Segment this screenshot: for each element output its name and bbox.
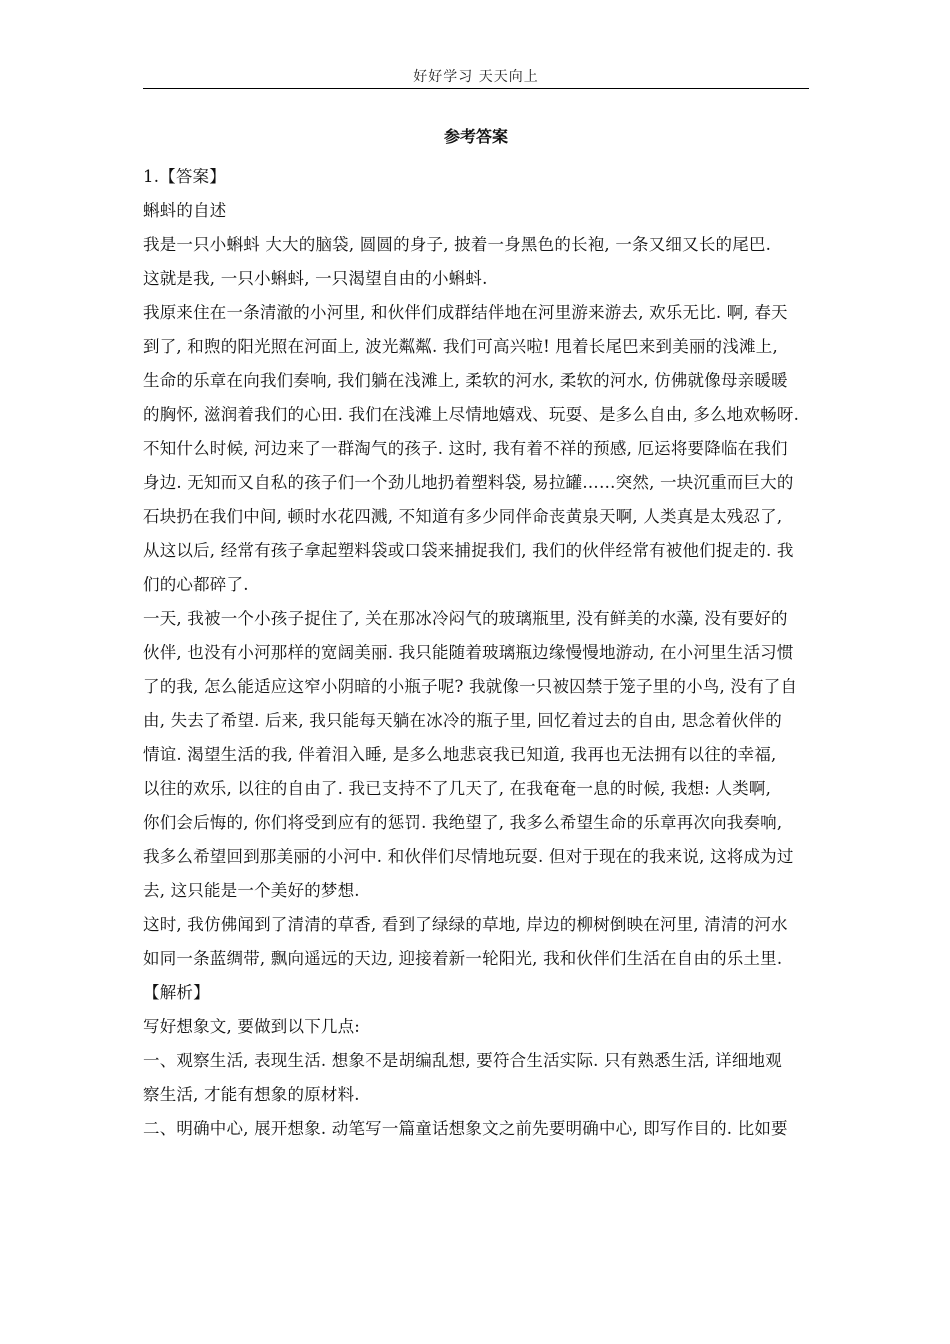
text-line: 写好想象文, 要做到以下几点: [143, 1017, 361, 1036]
text-line: 察生活, 才能有想象的原材料. [143, 1085, 360, 1104]
text-line: 一天, 我被一个小孩子捉住了, 关在那冰冷闷气的玻璃瓶里, 没有鲜美的水藻, 没有要好的 [143, 609, 788, 628]
text-line: 的胸怀, 滋润着我们的心田. 我们在浅滩上尽情地嬉戏、玩耍、是多么自由, 多么地欢畅呀. [143, 405, 800, 424]
page-header: 好好学习 天天向上 [413, 69, 539, 85]
text-line: 由, 失去了希望. 后来, 我只能每天躺在冰冷的瓶子里, 回忆着过去的自由, 思念着伙伴的 [143, 711, 782, 730]
text-line: 从这以后, 经常有孩子拿起塑料袋或口袋来捕捉我们, 我们的伙伴经常有被他们捉走的. 我 [143, 541, 794, 560]
text-line: 生命的乐章在向我们奏响, 我们躺在浅滩上, 柔软的河水, 柔软的河水, 仿佛就像母亲暖暖 [143, 371, 788, 390]
text-line: 我原来住在一条清澈的小河里, 和伙伴们成群结伴地在河里游来游去, 欢乐无比. 啊, 春天 [143, 303, 788, 322]
text-line: 去, 这只能是一个美好的梦想. [143, 881, 360, 900]
text-line: 【解析】 [143, 983, 210, 1002]
page-title: 参考答案 [443, 127, 508, 146]
text-line: 们的心都碎了. [143, 575, 249, 594]
text-line: 一、观察生活, 表现生活. 想象不是胡编乱想, 要符合生活实际. 只有熟悉生活, 详细地观 [143, 1051, 782, 1070]
text-line: 以往的欢乐, 以往的自由了. 我已支持不了几天了, 在我奄奄一息的时候, 我想: 人类啊, [143, 779, 772, 798]
text-line: 石块扔在我们中间, 顿时水花四溅, 不知道有多少同伴命丧黄泉天啊, 人类真是太残忍了, [143, 507, 783, 526]
text-line: 这时, 我仿佛闻到了清清的草香, 看到了绿绿的草地, 岸边的柳树倒映在河里, 清清的河水 [143, 915, 788, 934]
text-line: 这就是我, 一只小蝌蚪, 一只渴望自由的小蝌蚪. [143, 269, 488, 288]
text-line: 身边. 无知而又自私的孩子们一个劲儿地扔着塑料袋, 易拉罐……突然, 一块沉重而巨大的 [143, 473, 794, 492]
text-line: 我多么希望回到那美丽的小河中. 和伙伴们尽情地玩耍. 但对于现在的我来说, 这将成为过 [143, 847, 794, 866]
answer-body [143, 160, 823, 1146]
text-line: 伙伴, 也没有小河那样的宽阔美丽. 我只能随着玻璃瓶边缘慢慢地游动, 在小河里生活习惯 [143, 643, 794, 662]
text-line: 你们会后悔的, 你们将受到应有的惩罚. 我绝望了, 我多么希望生命的乐章再次向我奏响, [143, 813, 783, 832]
text-line: 到了, 和煦的阳光照在河面上, 波光粼粼. 我们可高兴啦! 甩着长尾巴来到美丽的浅滩上, [143, 337, 778, 356]
text-line: 1.【答案】 [143, 167, 226, 186]
text-line: 我是一只小蝌蚪 大大的脑袋, 圆圆的身子, 披着一身黑色的长袍, 一条又细又长的尾巴. [143, 235, 772, 254]
text-line: 不知什么时候, 河边来了一群淘气的孩子. 这时, 我有着不祥的预感, 厄运将要降临在我们 [143, 439, 788, 458]
header-divider [143, 88, 809, 89]
text-line: 了的我, 怎么能适应这窄小阴暗的小瓶子呢? 我就像一只被囚禁于笼子里的小鸟, 没有了自 [143, 677, 798, 696]
text-line: 蝌蚪的自述 [143, 201, 227, 220]
text-line: 如同一条蓝绸带, 飘向遥远的天边, 迎接着新一轮阳光, 我和伙伴们生活在自由的乐土里. [143, 949, 783, 968]
text-line: 二、明确中心, 展开想象. 动笔写一篇童话想象文之前先要明确中心, 即写作目的. 比如要 [143, 1119, 788, 1138]
text-line: 情谊. 渴望生活的我, 伴着泪入睡, 是多么地悲哀我已知道, 我再也无法拥有以往的幸福, [143, 745, 777, 764]
